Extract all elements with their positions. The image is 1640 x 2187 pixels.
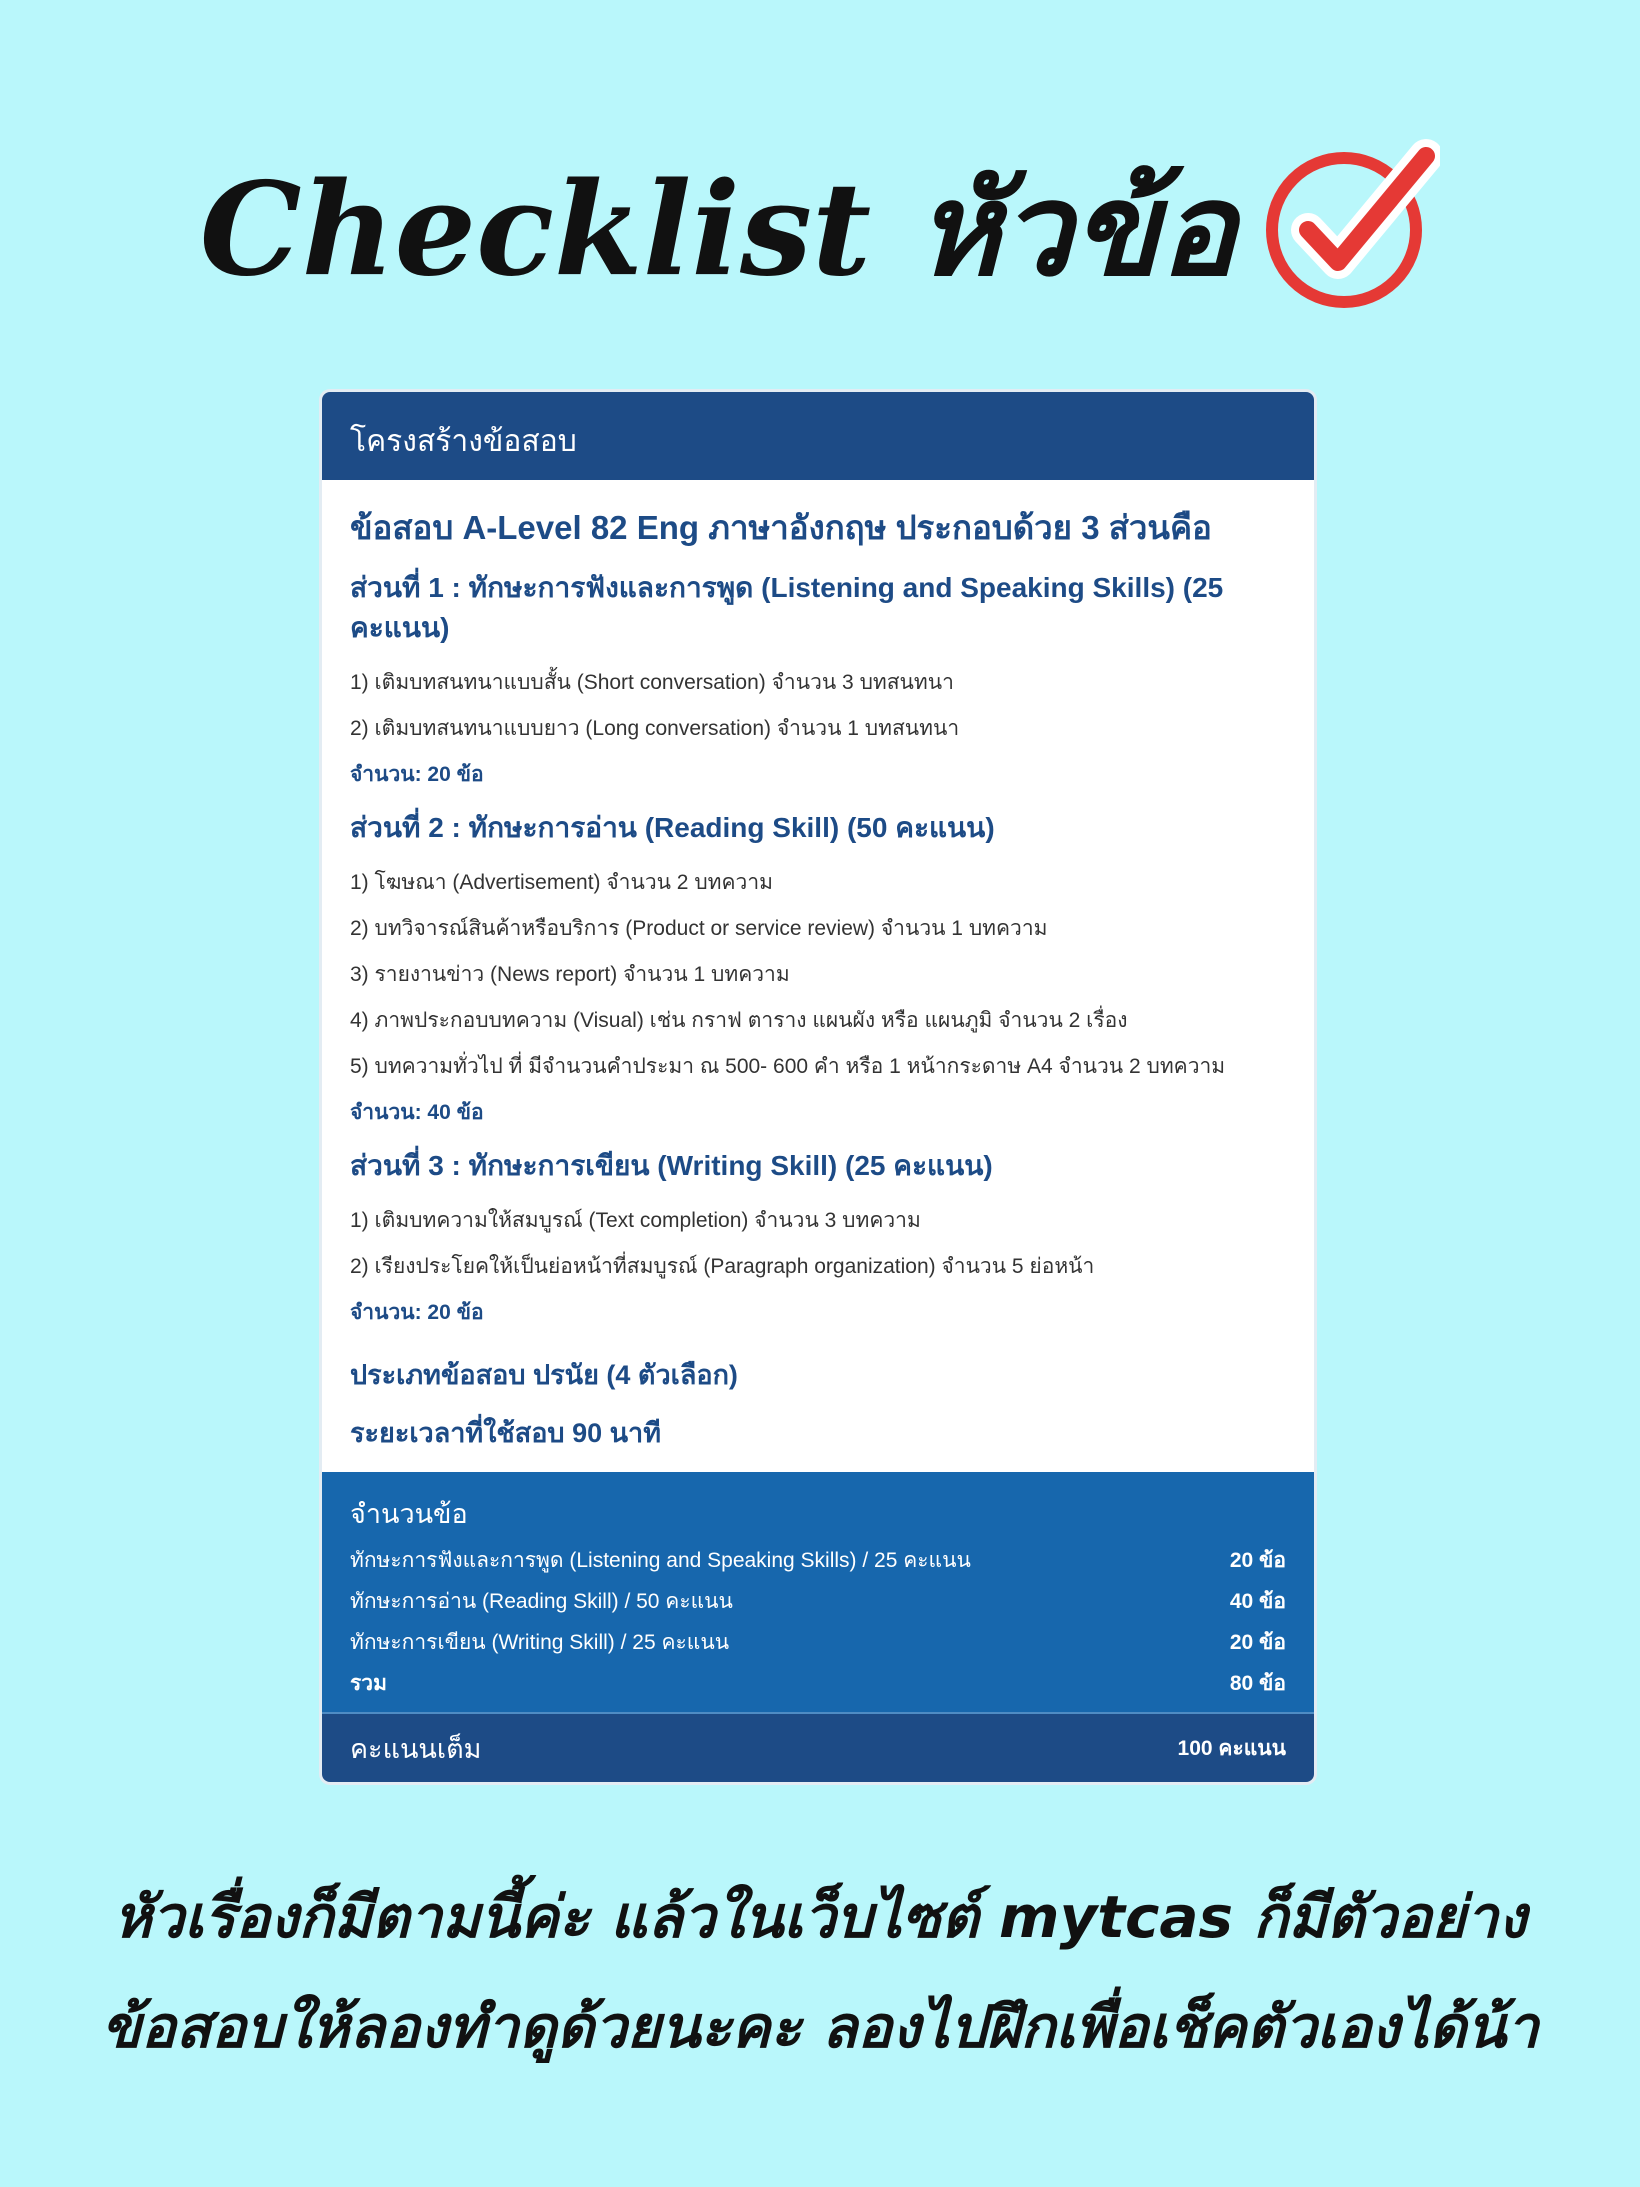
- exam-duration: ระยะเวลาที่ใช้สอบ 90 นาที: [350, 1418, 662, 1448]
- full-score-label: คะแนนเต็ม: [350, 1733, 482, 1764]
- summary-title: จำนวนข้อ: [350, 1499, 468, 1529]
- part-item: 1) เติมบทสนทนาแบบสั้น (Short conversation) จำนวน 3 บทสนทนา: [350, 671, 954, 694]
- card-body: [322, 480, 1314, 1480]
- part-item: 1) เติมบทความให้สมบูรณ์ (Text completion) จำนวน 3 บทความ: [350, 1209, 921, 1232]
- full-score-value: 100 คะแนน: [1177, 1736, 1286, 1760]
- summary-row-value: 20 ข้อ: [1229, 1549, 1286, 1572]
- summary-row: [350, 1581, 1286, 1622]
- card-header: โครงสร้างข้อสอบ: [322, 392, 1314, 480]
- exam-type: ประเภทข้อสอบ ปรนัย (4 ตัวเลือก): [350, 1360, 738, 1390]
- summary-total-row: [350, 1663, 1286, 1704]
- page-title-text: Checklist หัวข้อ: [199, 155, 1237, 305]
- part-item: 2) เติมบทสนทนาแบบยาว (Long conversation) จำนวน 1 บทสนทนา: [350, 717, 960, 740]
- summary-row-label: ทักษะการอ่าน (Reading Skill) / 50 คะแนน: [350, 1590, 733, 1613]
- part-item: 2) เรียงประโยคให้เป็นย่อหน้าที่สมบูรณ์ (Paragraph organization) จำนวน 5 ย่อหน้า: [350, 1255, 1095, 1278]
- part-section: [350, 808, 1286, 1136]
- part-count: จำนวน: 20 ข้อ: [350, 1301, 484, 1324]
- part-heading: ส่วนที่ 3 : ทักษะการเขียน (Writing Skill) (25 คะแนน): [350, 1150, 993, 1181]
- summary-row-value: 40 ข้อ: [1229, 1590, 1286, 1613]
- part-item: 1) โฆษณา (Advertisement) จำนวน 2 บทความ: [350, 871, 773, 894]
- part-section: [350, 1146, 1286, 1336]
- summary-row-label: ทักษะการฟังและการพูด (Listening and Speaking Skills) / 25 คะแนน: [350, 1549, 971, 1572]
- caption-line-1: หัวเรื่องก็มีตามนี้ค่ะ แล้วในเว็บไซต์ mytcas ก็มีตัวอย่าง: [113, 1883, 1527, 1951]
- summary-row-label: ทักษะการเขียน (Writing Skill) / 25 คะแนน: [350, 1631, 730, 1654]
- page-title: [0, 140, 1640, 320]
- part-heading: ส่วนที่ 2 : ทักษะการอ่าน (Reading Skill) (50 คะแนน): [350, 812, 995, 843]
- part-item: 5) บทความทั่วไป ที่ มีจำนวนคำประมา ณ 500- 600 คำ หรือ 1 หน้ากระดาษ A4 จำนวน 2 บทความ: [350, 1055, 1226, 1078]
- question-count-summary: [322, 1472, 1314, 1712]
- part-item: 3) รายงานข่าว (News report) จำนวน 1 บทความ: [350, 963, 790, 986]
- part-count: จำนวน: 20 ข้อ: [350, 763, 484, 786]
- exam-heading: ข้อสอบ A-Level 82 Eng ภาษาอังกฤษ ประกอบด้วย 3 ส่วนคือ: [350, 509, 1212, 546]
- summary-row: [350, 1540, 1286, 1581]
- caption-line-2: ข้อสอบให้ลองทำดูด้วยนะคะ ลองไปฝึกเพื่อเช็คตัวเองได้น้า: [101, 1993, 1539, 2061]
- exam-structure-card: [322, 392, 1314, 1782]
- part-item: 2) บทวิจารณ์สินค้าหรือบริการ (Product or service review) จำนวน 1 บทความ: [350, 917, 1048, 940]
- part-count: จำนวน: 40 ข้อ: [350, 1101, 484, 1124]
- summary-total-label: รวม: [350, 1672, 387, 1695]
- summary-row: [350, 1622, 1286, 1663]
- part-heading: ส่วนที่ 1 : ทักษะการฟังและการพูด (Listening and Speaking Skills) (25 คะแนน): [350, 572, 1224, 643]
- part-section: [350, 568, 1286, 798]
- part-item: 4) ภาพประกอบบทความ (Visual) เช่น กราฟ ตาราง แผนผัง หรือ แผนภูมิ จำนวน 2 เรื่อง: [350, 1009, 1128, 1032]
- summary-total-value: 80 ข้อ: [1229, 1672, 1286, 1695]
- caption: [0, 1862, 1640, 2082]
- full-score-bar: [322, 1712, 1314, 1782]
- check-circle-icon: [1260, 134, 1440, 314]
- summary-row-value: 20 ข้อ: [1229, 1631, 1286, 1654]
